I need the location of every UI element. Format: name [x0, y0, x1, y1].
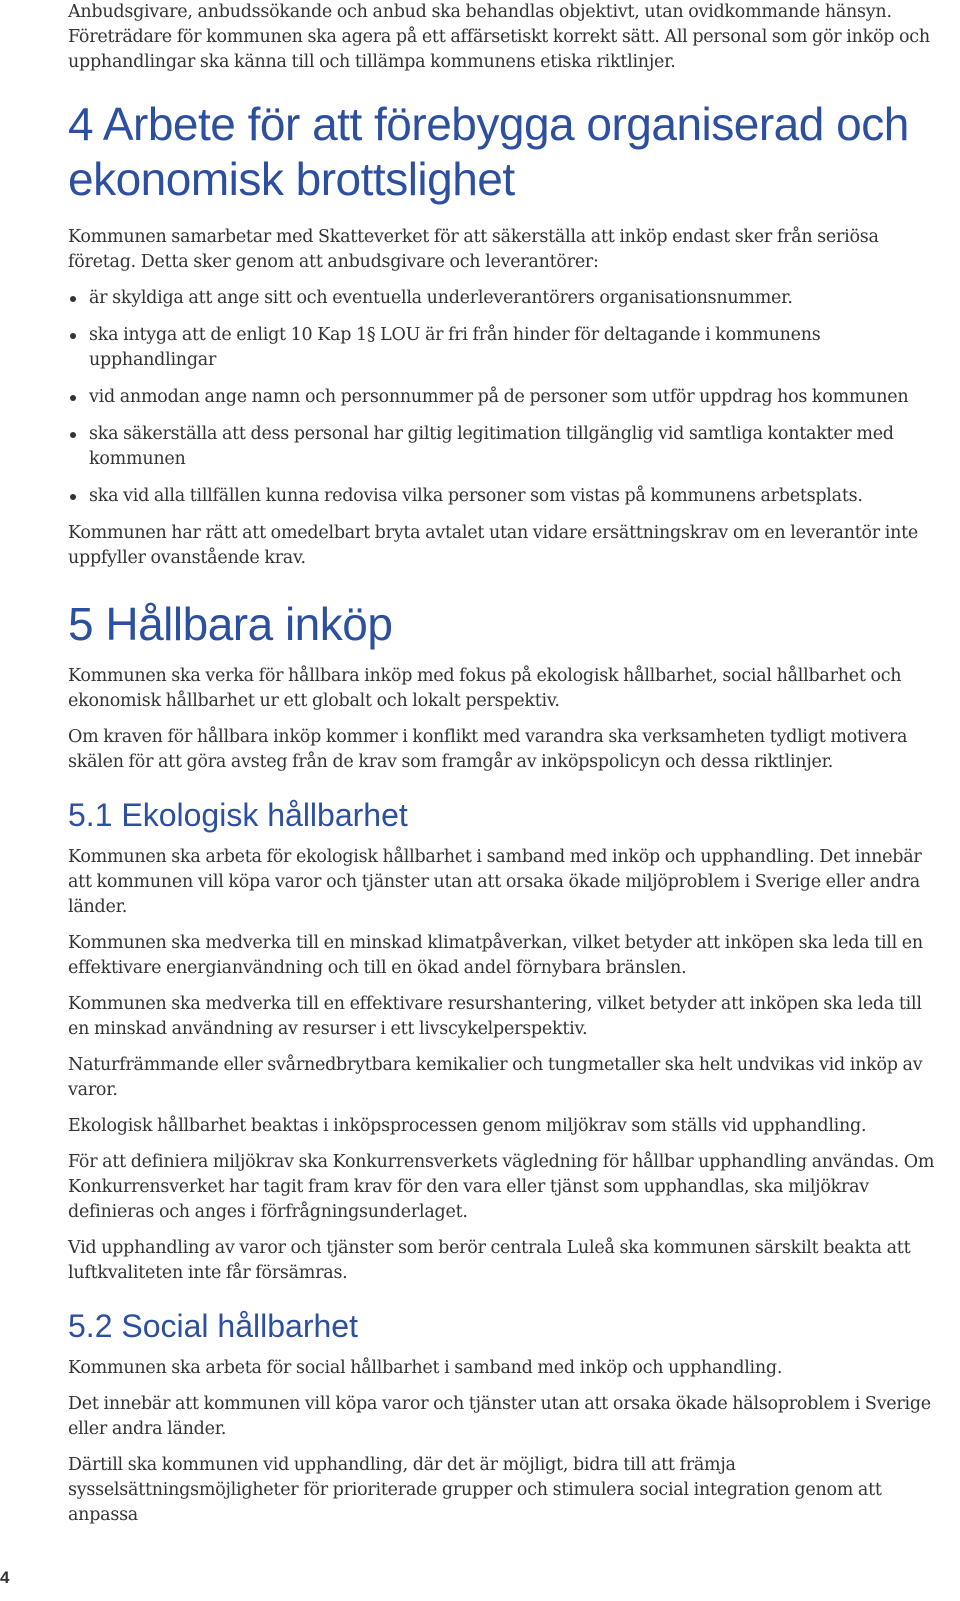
section-5-2-paragraph: Därtill ska kommunen vid upphandling, där det är möjligt, bidra till att främja sysselsättningsmöjligheter för prioriterade grupper och stimulera social integration genom att anpassa — [68, 1455, 882, 1525]
section-4-heading: 4 Arbete för att förebygga organiserad och ekonomisk brottslighet — [68, 98, 909, 205]
bullet-icon — [70, 432, 76, 438]
section-5-2-paragraph: Kommunen ska arbeta för social hållbarhet i samband med inköp och upphandling. — [68, 1358, 783, 1378]
list-item-text: vid anmodan ange namn och personnummer på de personer som utför uppdrag hos kommunen — [89, 387, 909, 407]
list-item — [68, 385, 940, 410]
section-5-1-paragraph: Kommunen ska arbeta för ekologisk hållbarhet i samband med inköp och upphandling. Det innebär att kommunen vill köpa varor och tjänster utan att orsaka ökade miljöproblem i Sverige eller andra länder. — [68, 847, 922, 917]
bullet-icon — [70, 395, 76, 401]
document-page — [68, 0, 940, 1539]
bullet-icon — [70, 333, 76, 339]
section-5-1-paragraph: Ekologisk hållbarhet beaktas i inköpsprocessen genom miljökrav som ställs vid upphandling. — [68, 1116, 867, 1136]
section-5-paragraph: Om kraven för hållbara inköp kommer i konflikt med varandra ska verksamheten tydligt motivera skälen för att göra avsteg från de krav som framgår av inköpspolicyn och dessa riktlinjer. — [68, 727, 908, 772]
list-item — [68, 323, 940, 373]
section-5-1-paragraph: Vid upphandling av varor och tjänster som berör centrala Luleå ska kommunen särskilt beakta att luftkvaliteten inte får försämras. — [68, 1238, 911, 1283]
list-item-text: ska intyga att de enligt 10 Kap 1§ LOU är fri från hinder för deltagande i kommunens upphandlingar — [89, 325, 821, 370]
page-number: 4 — [0, 1568, 10, 1587]
list-item-text: är skyldiga att ange sitt och eventuella underleverantörers organisationsnummer. — [89, 288, 793, 308]
section-4-bullet-list — [68, 286, 940, 509]
section-4-intro: Kommunen samarbetar med Skatteverket för att säkerställa att inköp endast sker från seriösa företag. Detta sker genom att anbudsgivare och leverantörer: — [68, 227, 879, 272]
list-item — [68, 422, 940, 472]
section-5-2-heading: 5.2 Social hållbarhet — [68, 1308, 358, 1344]
section-5-1-paragraph: Naturfrämmande eller svårnedbrytbara kemikalier och tungmetaller ska helt undvikas vid inköp av varor. — [68, 1055, 923, 1100]
list-item — [68, 286, 940, 311]
list-item — [68, 484, 940, 509]
intro-paragraph: Anbudsgivare, anbudssökande och anbud ska behandlas objektivt, utan ovidkommande hänsyn. Företrädare för kommunen ska agera på ett affärsetiskt korrekt sätt. All personal som gör inköp och upphandlingar ska känna till och tillämpa kommunens etiska riktlinjer. — [68, 2, 930, 72]
section-5-paragraph: Kommunen ska verka för hållbara inköp med fokus på ekologisk hållbarhet, social hållbarhet och ekonomisk hållbarhet ur ett globalt och lokalt perspektiv. — [68, 666, 902, 711]
section-4-closing: Kommunen har rätt att omedelbart bryta avtalet utan vidare ersättningskrav om en leverantör inte uppfyller ovanstående krav. — [68, 523, 918, 568]
section-5-1-paragraph: Kommunen ska medverka till en effektivare resurshantering, vilket betyder att inköpen ska leda till en minskad användning av resurser i ett livscykelperspektiv. — [68, 994, 922, 1039]
section-5-1-heading: 5.1 Ekologisk hållbarhet — [68, 797, 408, 833]
section-5-1-paragraph: Kommunen ska medverka till en minskad klimatpåverkan, vilket betyder att inköpen ska leda till en effektivare energianvändning och till en ökad andel förnybara bränslen. — [68, 933, 923, 978]
bullet-icon — [70, 296, 76, 302]
list-item-text: ska säkerställa att dess personal har giltig legitimation tillgänglig vid samtliga kontakter med kommunen — [89, 424, 894, 469]
section-5-1-paragraph: För att definiera miljökrav ska Konkurrensverkets vägledning för hållbar upphandling användas. Om Konkurrensverket har tagit fram krav för den vara eller tjänst som upphandlas, ska miljökrav definieras och anges i förfrågningsunderlaget. — [68, 1152, 935, 1222]
section-5-2-paragraph: Det innebär att kommunen vill köpa varor och tjänster utan att orsaka ökade hälsoproblem i Sverige eller andra länder. — [68, 1394, 931, 1439]
bullet-icon — [70, 494, 76, 500]
list-item-text: ska vid alla tillfällen kunna redovisa vilka personer som vistas på kommunens arbetsplats. — [89, 486, 863, 506]
section-5-heading: 5 Hållbara inköp — [68, 598, 393, 650]
